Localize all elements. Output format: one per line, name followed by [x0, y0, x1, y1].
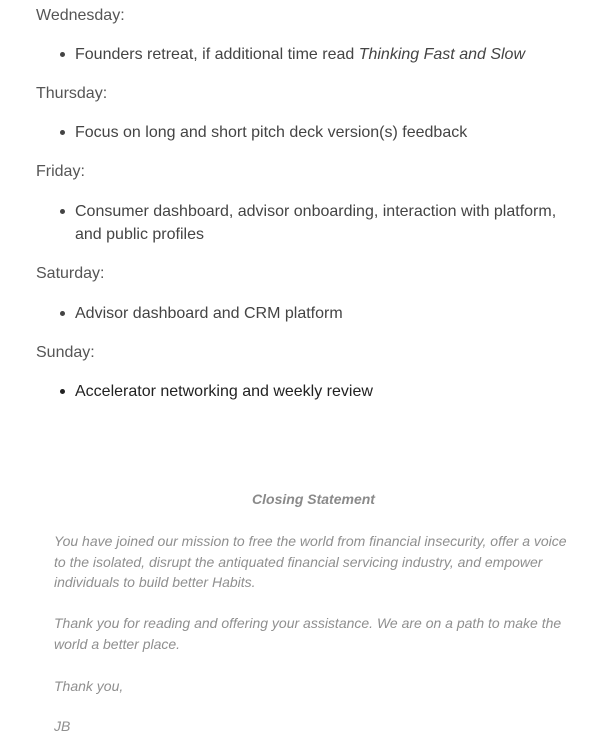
list-item-text: Accelerator networking and weekly review: [75, 383, 373, 400]
list-item-text: Founders retreat, if additional time read: [75, 46, 359, 63]
closing-paragraph-thanks: Thank you for reading and offering your assistance. We are on a path to make the world a better place.: [54, 615, 562, 652]
list-item-sunday: [75, 380, 585, 403]
list-item-wednesday: [75, 43, 585, 66]
day-heading-thursday: Thursday:: [36, 85, 108, 102]
day-heading-wednesday: Wednesday:: [36, 7, 125, 24]
bullet-icon: [60, 389, 65, 394]
closing-signoff: Thank you,: [54, 678, 124, 694]
day-heading-saturday: Saturday:: [36, 265, 105, 282]
closing-paragraph-mission: You have joined our mission to free the world from financial insecurity, offer a voice to the isolated, disrupt the antiquated financial servicing industry, and empower individuals to build better Habits.: [54, 533, 567, 590]
list-item-text: Advisor dashboard and CRM platform: [75, 305, 343, 322]
list-item-text: Focus on long and short pitch deck version(s) feedback: [75, 124, 468, 141]
closing-signature: JB: [54, 718, 71, 734]
bullet-icon: [60, 130, 65, 135]
closing-heading: Closing Statement: [252, 491, 375, 507]
bullet-icon: [60, 52, 65, 57]
bullet-icon: [60, 311, 65, 316]
bullet-icon: [60, 209, 65, 214]
day-heading-sunday: Sunday:: [36, 344, 95, 361]
list-item-friday: [75, 200, 585, 246]
book-title: Thinking Fast and Slow: [358, 46, 526, 63]
list-item-text: Consumer dashboard, advisor onboarding, interaction with platform, and public profiles: [75, 203, 557, 243]
list-item-thursday: [75, 121, 585, 144]
day-heading-friday: Friday:: [36, 163, 85, 180]
list-item-saturday: [75, 302, 585, 325]
